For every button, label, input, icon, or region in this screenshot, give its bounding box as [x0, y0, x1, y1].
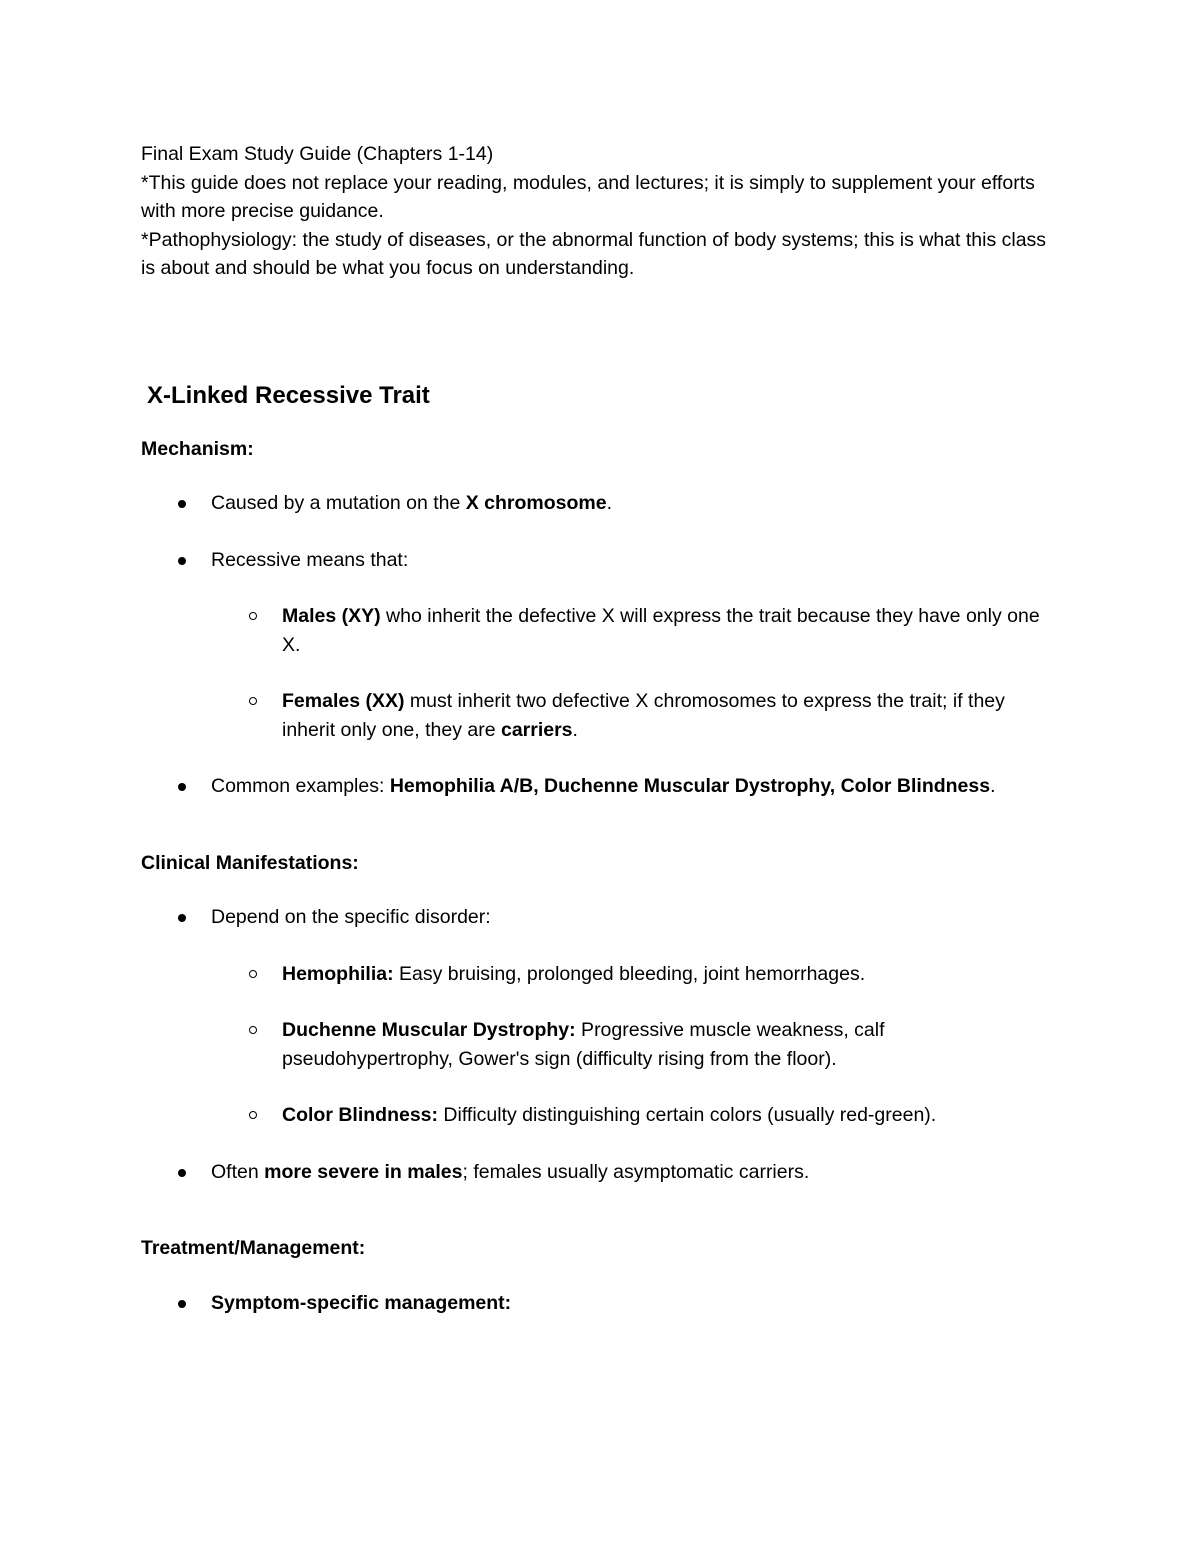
intro-note-pathophysiology: *Pathophysiology: the study of diseases, or the abnormal function of body systems; this is what this class is about and should be what you focus on understanding.: [141, 228, 1047, 279]
disorder-sublist: [211, 960, 1061, 1130]
recessive-sublist: [211, 602, 1061, 744]
males-term: Males (XY): [282, 605, 381, 627]
list-item: [141, 1289, 1061, 1318]
bullet-icon: [178, 500, 186, 508]
intro-block: [141, 140, 1061, 283]
bullet-icon: [178, 557, 186, 565]
hollow-bullet-icon: [249, 1111, 257, 1119]
hollow-bullet-icon: [249, 697, 257, 705]
symptom-management-term: Symptom-specific management:: [211, 1291, 512, 1314]
list-item: Common examples: Hemophilia A/B, Duchenne Muscular Dystrophy, Color Blindness.: [141, 772, 1061, 801]
carriers-term: carriers: [500, 718, 573, 741]
bullet-icon: [178, 1300, 186, 1308]
list-item: Often more severe in males; females usually asymptomatic carriers.: [141, 1158, 1061, 1187]
bullet-icon: [178, 783, 186, 791]
hollow-bullet-icon: [249, 1026, 257, 1034]
color-blindness-term: Color Blindness:: [282, 1104, 439, 1126]
bullet-icon: [178, 914, 186, 922]
treatment-label: Treatment/Management:: [141, 1237, 366, 1259]
intro-note-reading: *This guide does not replace your reading, modules, and lectures; it is simply to supplement your efforts with more precise guidance.: [141, 171, 1035, 222]
hollow-bullet-icon: [249, 612, 257, 620]
section-heading: X-Linked Recessive Trait: [147, 381, 430, 409]
duchenne-term: Duchenne Muscular Dystrophy:: [282, 1019, 576, 1041]
females-term: Females (XX): [282, 690, 405, 712]
x-chromosome-term: X chromosome: [465, 492, 607, 514]
severity-term: more severe in males: [264, 1160, 463, 1183]
treatment-list: [141, 1289, 1061, 1318]
list-item: Caused by a mutation on the X chromosome.: [141, 489, 1061, 518]
clinical-label: Clinical Manifestations:: [141, 851, 359, 874]
sublist-item: Color Blindness: Difficulty distinguishing certain colors (usually red-green).: [211, 1101, 1061, 1130]
clinical-list: [141, 903, 1061, 1186]
bullet-icon: [178, 1169, 186, 1177]
sublist-item: Duchenne Muscular Dystrophy: Progressive muscle weakness, calf pseudohypertrophy, Gower's sign (difficulty rising from the floor).: [211, 1016, 1061, 1073]
sublist-item: Hemophilia: Easy bruising, prolonged bleeding, joint hemorrhages.: [211, 960, 1061, 989]
mechanism-list: [141, 489, 1061, 801]
document-page: [141, 140, 1061, 1317]
sublist-item: Females (XX) must inherit two defective X chromosomes to express the trait; if they inherit only one, they are carriers.: [211, 687, 1061, 744]
sublist-item: Males (XY) who inherit the defective X will express the trait because they have only one X.: [211, 602, 1061, 659]
list-item: Recessive means that: Males (XY) who inherit the defective X will express the trait because they have only one X. Females (XX) must inherit two defective X chromosomes to express the trait; if they inherit only one, they are carriers.: [141, 546, 1061, 745]
mechanism-label: Mechanism:: [141, 437, 254, 460]
examples-term: Hemophilia A/B, Duchenne Muscular Dystrophy, Color Blindness: [389, 775, 991, 797]
list-item: Depend on the specific disorder: Hemophilia: Easy bruising, prolonged bleeding, joint hemorrhages. Duchenne Muscular Dystrophy: Progressive muscle weakness, calf pseudohypertrophy, Gower's sign (difficulty rising from the floor). Color Blindness: Difficulty distinguishing certain colors (usually red-green).: [141, 903, 1061, 1130]
hemophilia-term: Hemophilia:: [282, 962, 394, 985]
hollow-bullet-icon: [249, 970, 257, 978]
document-title: Final Exam Study Guide (Chapters 1-14): [141, 143, 494, 165]
